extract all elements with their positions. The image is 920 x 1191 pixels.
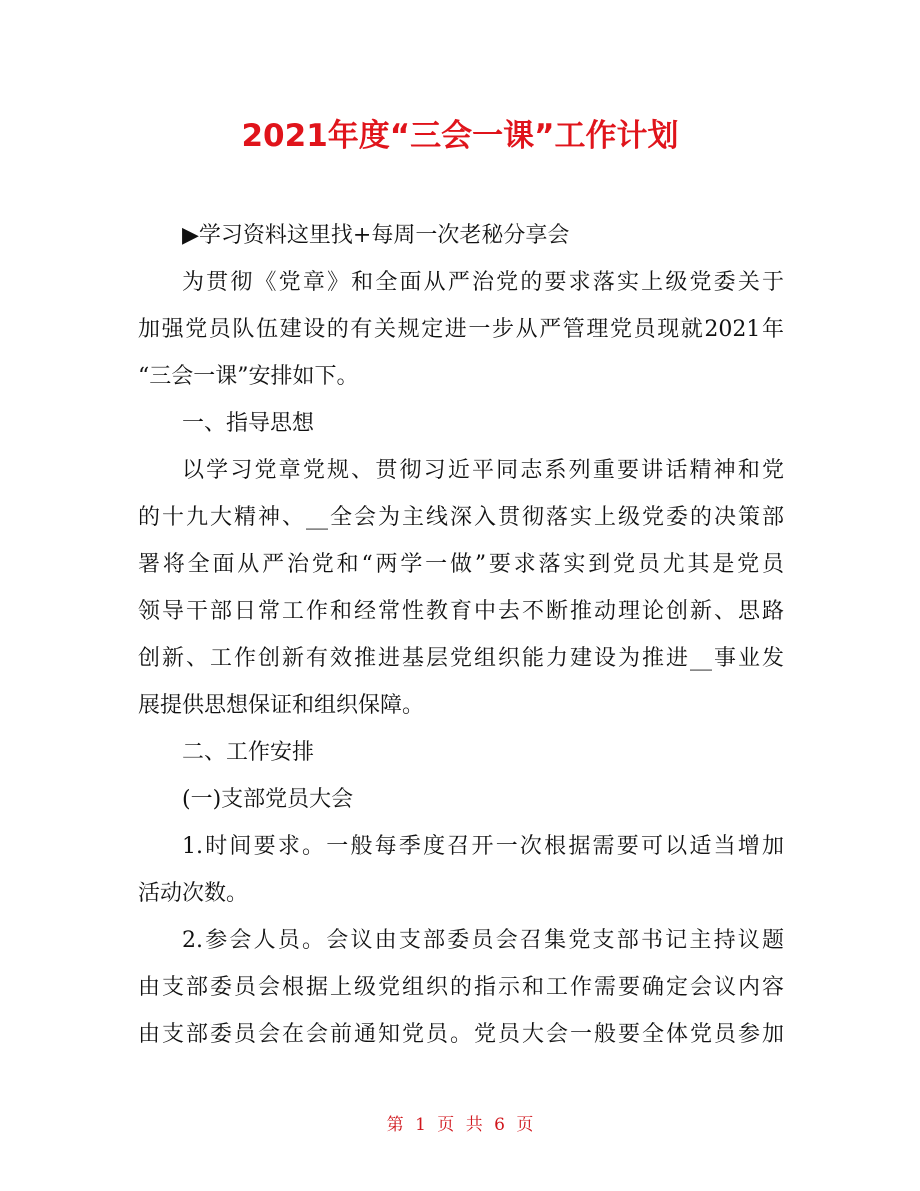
paragraph-line: 1.时间要求。一般每季度召开一次根据需要可以适当增加 [182, 834, 784, 859]
paragraph-line: 创新、工作创新有效推进基层党组织能力建设为推进__事业发 [138, 646, 784, 671]
paragraph-line: 活动次数。 [138, 881, 249, 906]
document-body [138, 212, 784, 1058]
document-title: 2021年度“三会一课”工作计划 [241, 118, 679, 154]
section-heading-work-arrangement: 二、工作安排 [182, 740, 315, 765]
section-heading-guiding-ideology: 一、指导思想 [182, 411, 315, 436]
subsection-heading-branch-meeting: (一)支部党员大会 [182, 787, 354, 812]
paragraph-line: 为贯彻《党章》和全面从严治党的要求落实上级党委关于 [182, 270, 784, 295]
paragraph-line: 的十九大精神、__全会为主线深入贯彻落实上级党委的决策部 [138, 505, 784, 530]
paragraph-line: 由支部委员会在会前通知党员。党员大会一般要全体党员参加 [138, 1022, 784, 1047]
resource-link-line[interactable]: ▶学习资料这里找+每周一次老秘分享会 [182, 223, 570, 248]
paragraph-line: 领导干部日常工作和经常性教育中去不断推动理论创新、思路 [138, 599, 784, 624]
paragraph-line: 以学习党章党规、贯彻习近平同志系列重要讲话精神和党 [182, 458, 784, 483]
paragraph-line: 2.参会人员。会议由支部委员会召集党支部书记主持议题 [182, 928, 784, 953]
paragraph-line: 加强党员队伍建设的有关规定进一步从严管理党员现就2021年 [138, 317, 784, 342]
paragraph-line: 署将全面从严治党和“两学一做”要求落实到党员尤其是党员 [138, 552, 784, 577]
paragraph-line: “三会一课”安排如下。 [138, 364, 359, 389]
paragraph-line: 展提供思想保证和组织保障。 [138, 693, 425, 718]
page-number-footer: 第 1 页 共 6 页 [386, 1115, 534, 1135]
paragraph-line: 由支部委员会根据上级党组织的指示和工作需要确定会议内容 [138, 975, 784, 1000]
